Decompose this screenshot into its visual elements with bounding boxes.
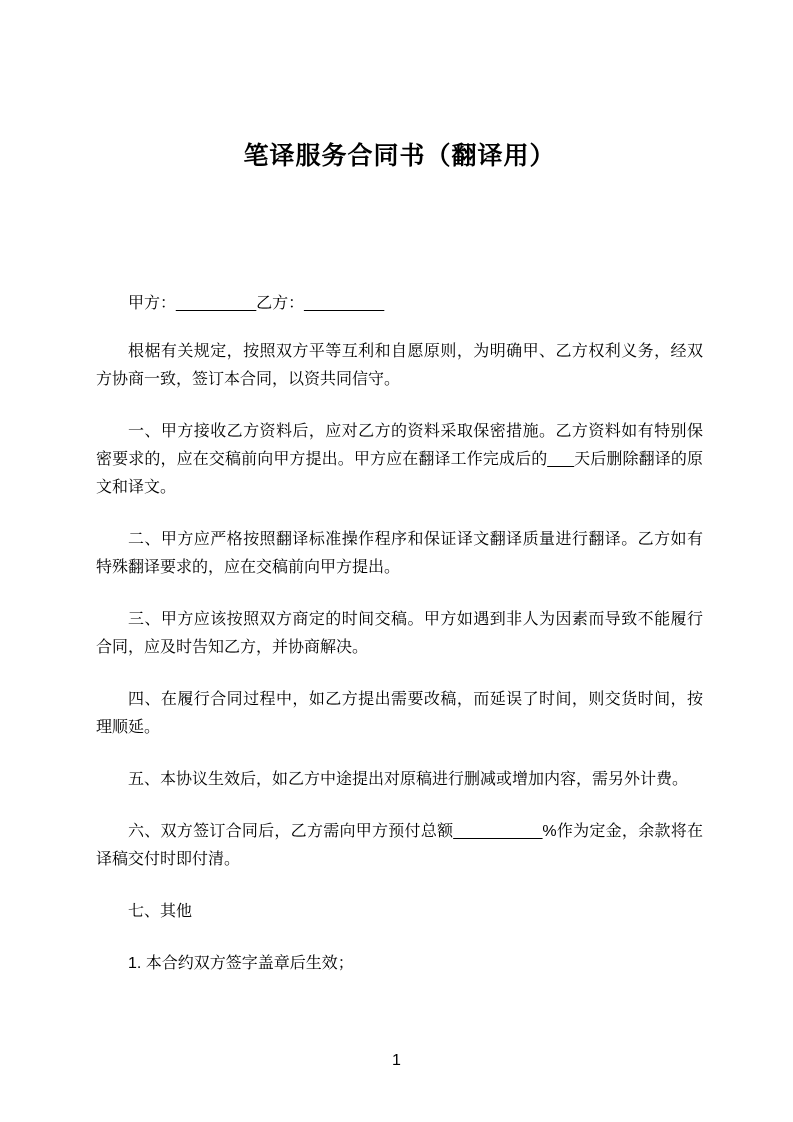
parties-line: 甲方：_________乙方：_________: [128, 295, 385, 312]
contract-intro-paragraph: 根椐有关规定，按照双方平等互利和自愿原则，为明确甲、乙方权利义务，经双方协商一致，签订本合同，以资共同信守。: [96, 343, 703, 388]
contract-clause-3: 三、甲方应该按照双方商定的时间交稿。甲方如遇到非人为因素而导致不能履行合同，应及时告知乙方，并协商解决。: [96, 611, 703, 656]
document-title: 笔译服务合同书（翻译用）: [243, 142, 556, 170]
contract-clause-7-heading: 七、其他: [128, 903, 193, 920]
contract-clause-1: 一、甲方接收乙方资料后，应对乙方的资料采取保密措施。乙方资料如有特别保密要求的，应在交稿前向甲方提出。甲方应在翻译工作完成后的___天后删除翻译的原文和译文。: [96, 423, 703, 496]
contract-clause-4: 四、在履行合同过程中，如乙方提出需要改稿，而延误了时间，则交货时间，按理顺延。: [96, 691, 703, 736]
contract-clause-6: 六、双方签订合同后，乙方需向甲方预付总额__________%作为定金，余款将在译稿交付时即付清。: [96, 823, 703, 868]
page-number: 1: [392, 1052, 401, 1069]
contract-clause-5: 五、本协议生效后，如乙方中途提出对原稿进行删减或增加内容，需另外计费。: [128, 771, 689, 788]
contract-clause-2: 二、甲方应严格按照翻译标准操作程序和保证译文翻译质量进行翻译。乙方如有特殊翻译要求的，应在交稿前向甲方提出。: [96, 531, 703, 576]
contract-clause-7-item-1: 1. 本合约双方签字盖章后生效；: [128, 955, 354, 972]
